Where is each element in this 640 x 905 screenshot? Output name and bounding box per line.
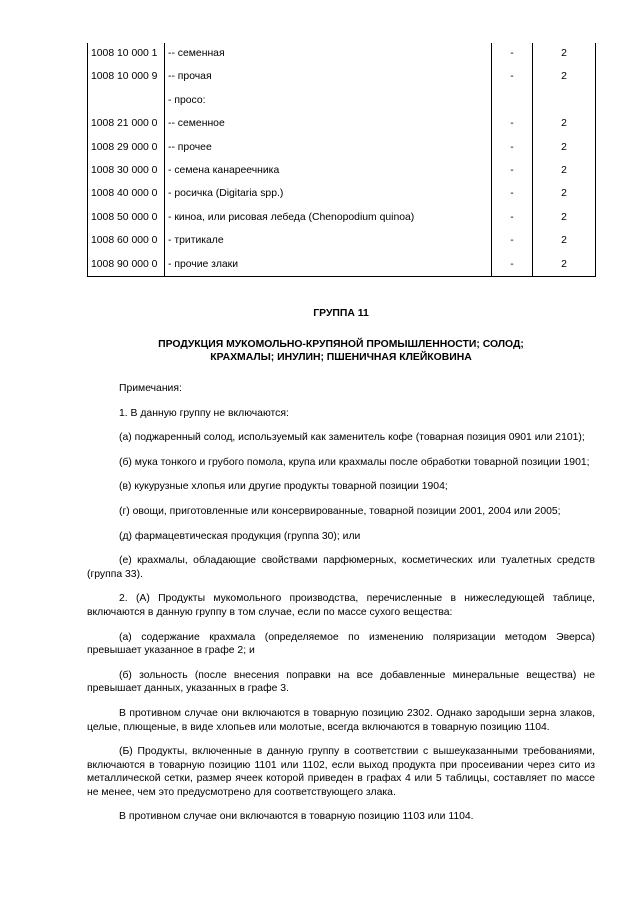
table-row <box>88 160 596 183</box>
table-row <box>88 113 596 136</box>
document-body <box>87 307 595 824</box>
description-cell: - прочие злаки <box>165 254 492 277</box>
table-row <box>88 90 596 113</box>
description-cell: - тритикале <box>165 230 492 253</box>
col3-cell: - <box>492 43 533 66</box>
col3-cell: - <box>492 66 533 89</box>
description-cell: - росичка (Digitaria spp.) <box>165 183 492 206</box>
note-paragraph: (а) поджаренный солод, используемый как заменитель кофе (товарная позиция 0901 или 2101); <box>119 432 585 444</box>
table-row <box>88 183 596 206</box>
note-paragraph: (д) фармацевтическая продукция (группа 30); или <box>119 530 361 542</box>
code-cell: 1008 10 000 9 <box>88 66 165 89</box>
table-row <box>88 207 596 230</box>
col4-cell: 2 <box>533 183 596 206</box>
tariff-table <box>87 43 596 277</box>
col4-cell: 2 <box>533 254 596 277</box>
col3-cell: - <box>492 230 533 253</box>
note-paragraph: (Б) Продукты, включенные в данную группу в соответствии с вышеуказанными требованиями, включаются в товарную позицию 1101 или 1102, если выход продукта при просеивании через сито из металлической сетки, размер ячеек которой приведен в графах 4 или 5 таблицы, составляет по массе не менее, чем это предусмотрено для соответствующего злака. <box>87 746 595 798</box>
col4-cell: 2 <box>533 137 596 160</box>
code-cell: 1008 60 000 0 <box>88 230 165 253</box>
note-paragraph: В противном случае они включаются в товарную позицию 1103 или 1104. <box>119 811 474 823</box>
note-paragraph: 1. В данную группу не включаются: <box>119 407 289 419</box>
code-cell: 1008 21 000 0 <box>88 113 165 136</box>
col4-cell: 2 <box>533 160 596 183</box>
table-row <box>88 254 596 277</box>
note-paragraph: (б) мука тонкого и грубого помола, крупа или крахмалы после обработки товарной позиции 1901; <box>119 456 590 468</box>
col4-cell: 2 <box>533 43 596 66</box>
code-cell: 1008 30 000 0 <box>88 160 165 183</box>
description-cell: - семена канареечника <box>165 160 492 183</box>
description-cell: - киноа, или рисовая лебеда (Chenopodium quinoa) <box>165 207 492 230</box>
col3-cell: - <box>492 137 533 160</box>
col4-cell: 2 <box>533 113 596 136</box>
description-cell: -- прочее <box>165 137 492 160</box>
code-cell <box>88 90 165 113</box>
code-cell: 1008 29 000 0 <box>88 137 165 160</box>
col3-cell: - <box>492 254 533 277</box>
code-cell: 1008 90 000 0 <box>88 254 165 277</box>
description-cell: -- прочая <box>165 66 492 89</box>
table-row <box>88 43 596 66</box>
note-paragraph: (б) зольность (после внесения поправки на все добавленные минеральные вещества) не превышает данных, указанных в графе 3. <box>87 669 595 695</box>
group-title-line1: ПРОДУКЦИЯ МУКОМОЛЬНО-КРУПЯНОЙ ПРОМЫШЛЕННОСТИ; СОЛОД; <box>158 339 524 350</box>
col4-cell: 2 <box>533 66 596 89</box>
col3-cell: - <box>492 207 533 230</box>
description-cell: -- семенная <box>165 43 492 66</box>
col4-cell: 2 <box>533 207 596 230</box>
table-row <box>88 66 596 89</box>
note-paragraph: (в) кукурузные хлопья или другие продукты товарной позиции 1904; <box>119 481 448 493</box>
col4-cell: 2 <box>533 230 596 253</box>
notes-heading: Примечания: <box>119 383 182 394</box>
group-number: ГРУППА 11 <box>313 308 369 319</box>
note-paragraph: (а) содержание крахмала (определяемое по изменению поляризации методом Эверса) превышает указанное в графе 2; и <box>87 631 595 657</box>
col3-cell <box>492 90 533 113</box>
col3-cell: - <box>492 113 533 136</box>
code-cell: 1008 50 000 0 <box>88 207 165 230</box>
note-paragraph: В противном случае они включаются в товарную позицию 2302. Однако зародыши зерна злаков, целые, плющеные, в виде хлопьев или молотые, всегда включаются в товарную позицию 1104. <box>87 707 595 733</box>
note-paragraph: (е) крахмалы, обладающие свойствами парфюмерных, косметических или туалетных средств (группа 33). <box>87 555 595 580</box>
description-cell: - просо: <box>165 90 492 113</box>
col4-cell <box>533 90 596 113</box>
note-paragraph: 2. (А) Продукты мукомольного производства, перечисленные в нижеследующей таблице, включаются в данную группу в том случае, если по массе сухого вещества: <box>87 593 595 618</box>
code-cell: 1008 40 000 0 <box>88 183 165 206</box>
table-row <box>88 137 596 160</box>
code-cell: 1008 10 000 1 <box>88 43 165 66</box>
group-title-line2: КРАХМАЛЫ; ИНУЛИН; ПШЕНИЧНАЯ КЛЕЙКОВИНА <box>210 352 472 363</box>
description-cell: -- семенное <box>165 113 492 136</box>
table-row <box>88 230 596 253</box>
note-paragraph: (г) овощи, приготовленные или консервированные, товарной позиции 2001, 2004 или 2005; <box>119 505 561 517</box>
col3-cell: - <box>492 160 533 183</box>
col3-cell: - <box>492 183 533 206</box>
